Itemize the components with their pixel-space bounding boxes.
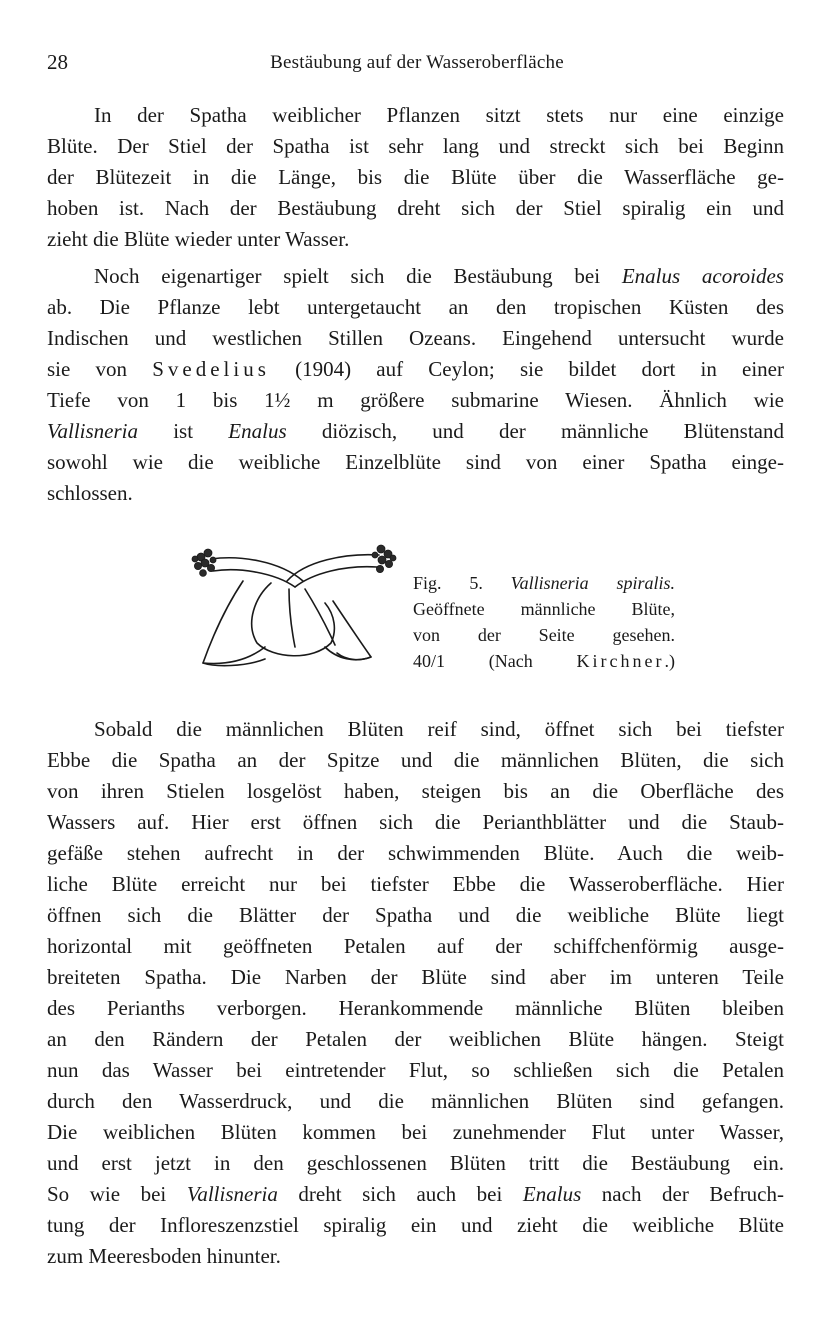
text-line: Die weiblichen Blüten kommen bei zunehmender Flut unter Wasser, — [47, 1120, 784, 1144]
species-name: Enalus acoroides — [621, 264, 784, 288]
text-line: tung der Infloreszenzstiel spiralig ein und zieht die weibliche Blüte — [47, 1213, 784, 1237]
text-line: an den Rändern der Petalen der weiblichen Blüte hängen. Steigt — [47, 1027, 784, 1051]
text-line: des Perianths verborgen. Herankommende männliche Blüten bleiben — [47, 996, 784, 1020]
text-line — [47, 354, 784, 385]
text-line: schlossen. — [47, 481, 133, 505]
caption-line: von der Seite gesehen. — [413, 625, 675, 645]
text-line — [47, 261, 784, 292]
caption-line — [413, 570, 675, 596]
text-line: breiteten Spatha. Die Narben der Blüte sind aber im unteren Teile — [47, 965, 784, 989]
figure-caption — [413, 570, 675, 674]
genus-name: Vallisneria — [186, 1182, 278, 1206]
author-name: Svedelius — [152, 357, 270, 381]
text-run: Noch eigenartiger spielt sich die Bestäubung bei — [94, 264, 622, 288]
text-run: (1904) auf Ceylon; sie bildet dort in einer — [269, 357, 784, 381]
figure-illustration — [185, 535, 405, 675]
text-line: sowohl wie die weibliche Einzelblüte sind von einer Spatha einge- — [47, 450, 784, 474]
paragraph-1 — [47, 100, 784, 255]
page-number: 28 — [47, 50, 68, 74]
text-line — [47, 1179, 784, 1210]
text-line: hoben ist. Nach der Bestäubung dreht sich der Stiel spiralig ein und — [47, 196, 784, 220]
text-line — [47, 416, 784, 447]
text-run: diözisch, und der männliche Blütenstand — [286, 419, 784, 443]
species-name: Vallisneria spiralis. — [510, 573, 675, 593]
text-line: Sobald die männlichen Blüten reif sind, öffnet sich bei tiefster — [94, 717, 784, 741]
text-line: durch den Wasserdruck, und die männlichen Blüten sind gefangen. — [47, 1089, 784, 1113]
figure-label: Fig. 5. — [413, 573, 511, 593]
caption-line — [413, 648, 675, 674]
text-line: Indischen und westlichen Stillen Ozeans. Eingehend untersucht wurde — [47, 326, 784, 350]
paragraph-3 — [47, 714, 784, 1272]
text-line: Blüte. Der Stiel der Spatha ist sehr lang und streckt sich bei Beginn — [47, 134, 784, 158]
text-line: Tiefe von 1 bis 1½ m größere submarine Wiesen. Ähnlich wie — [47, 388, 784, 412]
page-header — [47, 50, 787, 80]
text-line: nun das Wasser bei eintretender Flut, so schließen sich die Petalen — [47, 1058, 784, 1082]
text-line: zum Meeresboden hinunter. — [47, 1244, 281, 1268]
text-line: zieht die Blüte wieder unter Wasser. — [47, 227, 350, 251]
author-name: Kirchner — [576, 651, 665, 671]
genus-name: Enalus — [228, 419, 287, 443]
text-line: Ebbe die Spatha an der Spitze und die männlichen Blüten, die sich — [47, 748, 784, 772]
text-line: und erst jetzt in den geschlossenen Blüten tritt die Bestäubung ein. — [47, 1151, 784, 1175]
text-line: ab. Die Pflanze lebt untergetaucht an den tropischen Küsten des — [47, 295, 784, 319]
genus-name: Vallisneria — [47, 419, 139, 443]
text-run: So wie bei — [47, 1182, 187, 1206]
text-run: 40/1 (Nach — [413, 651, 577, 671]
caption-line: Geöffnete männliche Blüte, — [413, 599, 675, 619]
vallisneria-flower-drawing-icon — [185, 535, 405, 675]
text-run: .) — [664, 651, 675, 671]
text-line: Wassers auf. Hier erst öffnen sich die Perianthblätter und die Staub- — [47, 810, 784, 834]
text-line: der Blütezeit in die Länge, bis die Blüte über die Wasserfläche ge- — [47, 165, 784, 189]
text-line: In der Spatha weiblicher Pflanzen sitzt stets nur eine einzige — [94, 103, 784, 127]
paragraph-2 — [47, 261, 784, 509]
running-title: Bestäubung auf der Wasseroberfläche — [270, 52, 564, 73]
genus-name: Enalus — [522, 1182, 582, 1206]
text-line: liche Blüte erreicht nur bei tiefster Ebbe die Wasseroberfläche. Hier — [47, 872, 784, 896]
text-line: horizontal mit geöffneten Petalen auf der schiffchenförmig ausge- — [47, 934, 784, 958]
text-run: dreht sich auch bei — [277, 1182, 523, 1206]
text-line: gefäße stehen aufrecht in der schwimmenden Blüte. Auch die weib- — [47, 841, 784, 865]
text-line: öffnen sich die Blätter der Spatha und die weibliche Blüte liegt — [47, 903, 784, 927]
text-run: ist — [138, 419, 229, 443]
text-run: sie von — [47, 357, 153, 381]
text-run: nach der Befruch- — [581, 1182, 784, 1206]
text-line: von ihren Stielen losgelöst haben, steigen bis an die Oberfläche des — [47, 779, 784, 803]
